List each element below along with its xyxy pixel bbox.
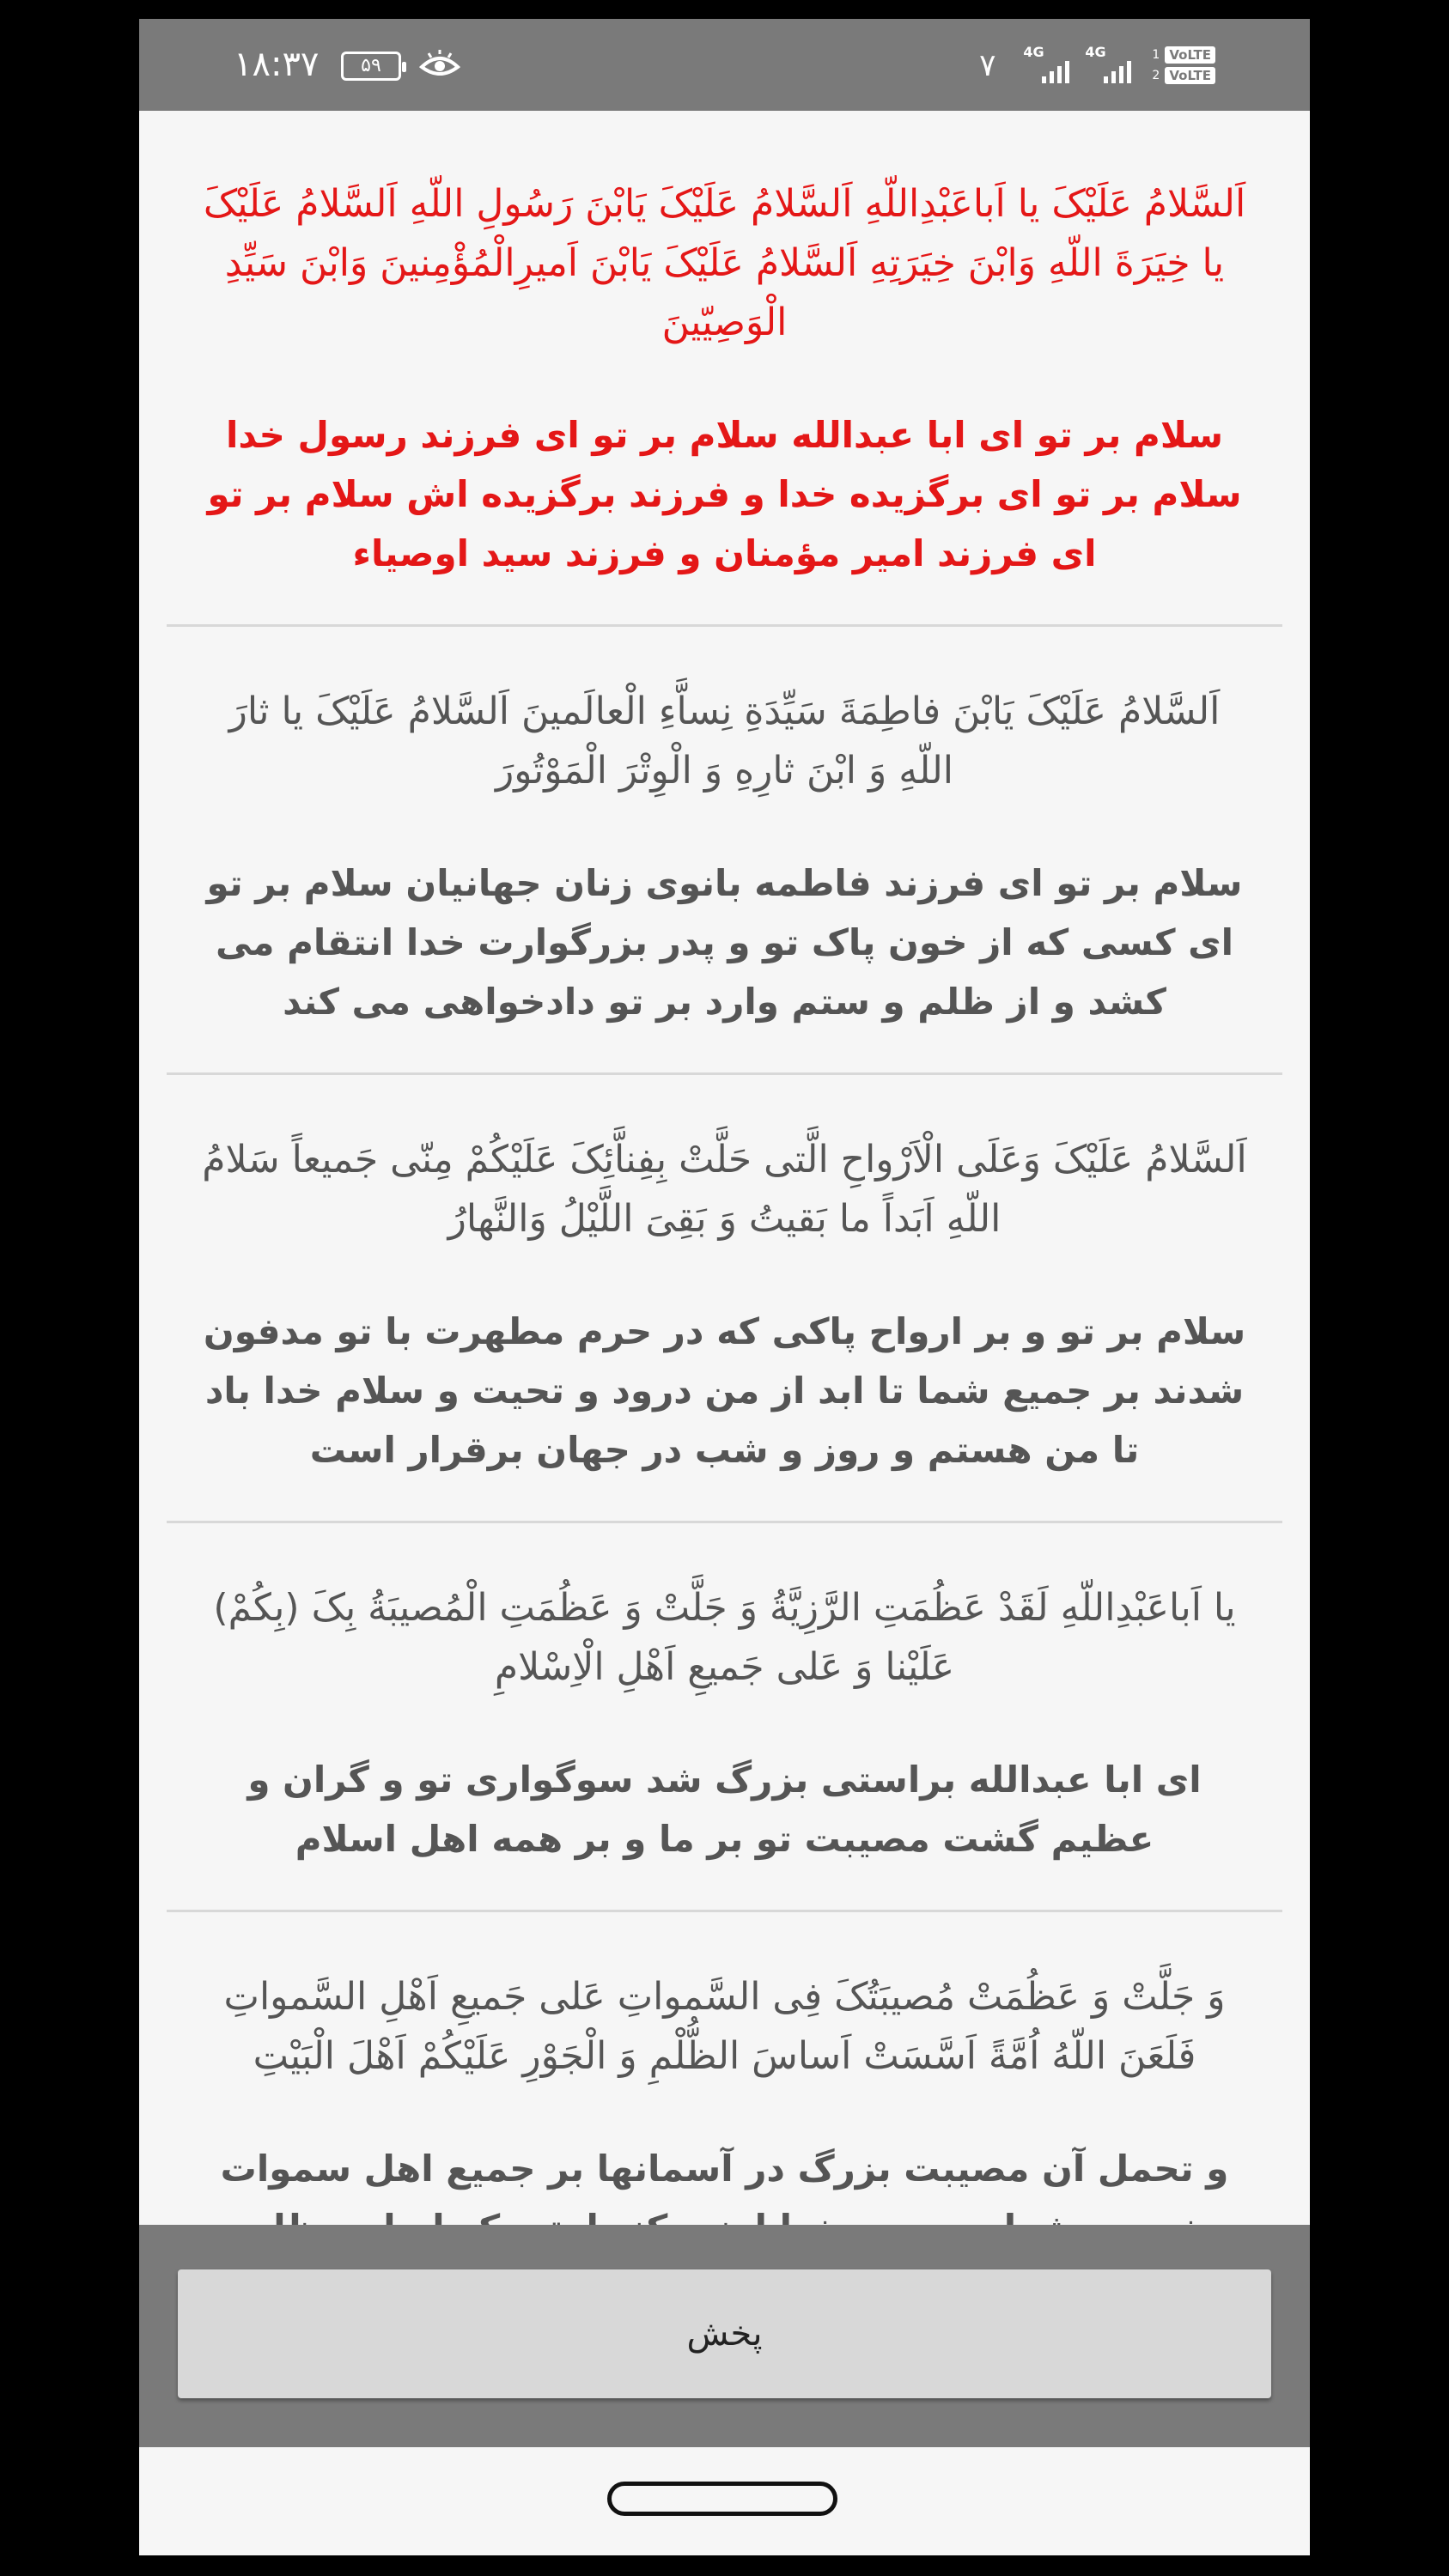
prayer-list[interactable] <box>139 111 1310 2225</box>
arabic-text: اَلسَّلامُ عَلَیْکَ یَابْنَ فاطِمَةَ سَیِّدَةِ نِساَّءِ الْعالَمینَ اَلسَّلامُ عَلَیْکَ یا ثارَ اللّهِ وَ ابْنَ ثارِهِ وَ الْوِتْرَ الْمَوْتُورَ <box>228 690 1221 793</box>
eye-comfort-icon <box>418 48 461 82</box>
play-button[interactable]: پخش <box>178 2269 1271 2398</box>
volte-indicators <box>1152 46 1215 84</box>
vibrate-indicator: ۷ <box>979 47 996 83</box>
status-bar <box>139 19 1310 111</box>
volte-2-badge: VoLTE <box>1165 67 1215 84</box>
arabic-text: اَلسَّلامُ عَلَیْکَ وَعَلَی الْاَرْواحِ الَّتی حَلَّتْ بِفِناَّئِکَ عَلَیْکُمْ مِنّی جَمیعاً سَلامُ اللّهِ اَبَداً ما بَقیتُ وَ بَقِیَ اللَّیْلُ وَالنَّهارُ <box>202 1138 1247 1241</box>
persian-translation: ای ابا عبدالله براستی بزرگ شد سوگواری تو و گران و عظیم گشت مصیبت تو بر ما و بر همه اهل اسلام <box>247 1759 1202 1860</box>
arabic-text: یا اَباعَبْدِاللّهِ لَقَدْ عَظُمَتِ الرَّزِیَّةُ وَ جَلَّتْ وَ عَظُمَتِ الْمُصیبَةُ بِکَ (بِکُمْ) عَلَیْنا وَ عَلی جَمیعِ اَهْلِ الْاِسْلامِ <box>213 1586 1236 1689</box>
navigation-bar <box>139 2447 1310 2555</box>
status-time: ۱۸:۳۷ <box>234 45 320 84</box>
arabic-text: وَ جَلَّتْ وَ عَظُمَتْ مُصیبَتُکَ فِی السَّمواتِ عَلی جَمیعِ اَهْلِ السَّمواتِ فَلَعَنَ اللّهُ اُمَّةً اَسَّسَتْ اَساسَ الظُّلْمِ وَ الْجَوْرِ عَلَیْکُمْ اَهْلَ الْبَیْتِ <box>223 1975 1226 2078</box>
arabic-text: اَلسَّلامُ عَلَیْکَ یا اَباعَبْدِاللّهِ اَلسَّلامُ عَلَیْکَ یَابْنَ رَسُولِ اللّهِ اَلسَّلامُ عَلَیْکَ یا خِیَرَةَ اللّهِ وَابْنَ خِیَرَتِهِ اَلسَّلامُ عَلَیْکَ یَابْنَ اَمیرِالْمُؤْمِنینَ وَابْنَ سَیِّدِ الْوَصِیّینَ <box>203 182 1246 344</box>
phone-screen <box>139 19 1310 2555</box>
sim-1-label: 1 <box>1152 48 1160 62</box>
prayer-section-2[interactable] <box>167 627 1282 1075</box>
signal-1-label: 4G <box>1023 44 1044 60</box>
signal-2-icon <box>1085 44 1135 87</box>
battery-level: ۵۹ <box>361 55 381 76</box>
persian-translation: سلام بر تو و بر ارواح پاکی که در حرم مطهرت با تو مدفون شدند بر جمیع شما تا ابد از من درود و تحیت و سلام خدا باد تا من هستم و روز و شب در جهان برقرار است <box>203 1310 1246 1471</box>
sim-2-label: 2 <box>1152 69 1160 82</box>
prayer-section-1[interactable] <box>167 111 1282 627</box>
persian-translation: سلام بر تو ای ابا عبدالله سلام بر تو ای فرزند رسول خدا سلام بر تو ای برگزیده خدا و فرزند برگزیده اش سلام بر تو ای فرزند امیر مؤمنان و فرزند سید اوصیاء <box>207 414 1242 574</box>
persian-translation: و تحمل آن مصیبت بزرگ در آسمانها بر جمیع اهل سموات <box>220 2148 1229 2190</box>
volte-1-badge: VoLTE <box>1165 46 1215 64</box>
signal-1-icon <box>1023 44 1073 87</box>
home-gesture-handle[interactable] <box>607 2482 837 2516</box>
battery-icon <box>341 52 401 81</box>
status-right-icons <box>979 38 1215 93</box>
prayer-section-4[interactable] <box>167 1523 1282 1912</box>
player-bar <box>139 2225 1310 2447</box>
prayer-section-3[interactable] <box>167 1075 1282 1523</box>
persian-translation: سلام بر تو ای فرزند فاطمه بانوی زنان جهانیان سلام بر تو ای کسی که از خون پاک تو و پدر بزرگوارت خدا انتقام می کشد و از ظلم و ستم وارد بر تو دادخواهی می کند <box>206 862 1243 1023</box>
signal-2-label: 4G <box>1085 44 1106 60</box>
